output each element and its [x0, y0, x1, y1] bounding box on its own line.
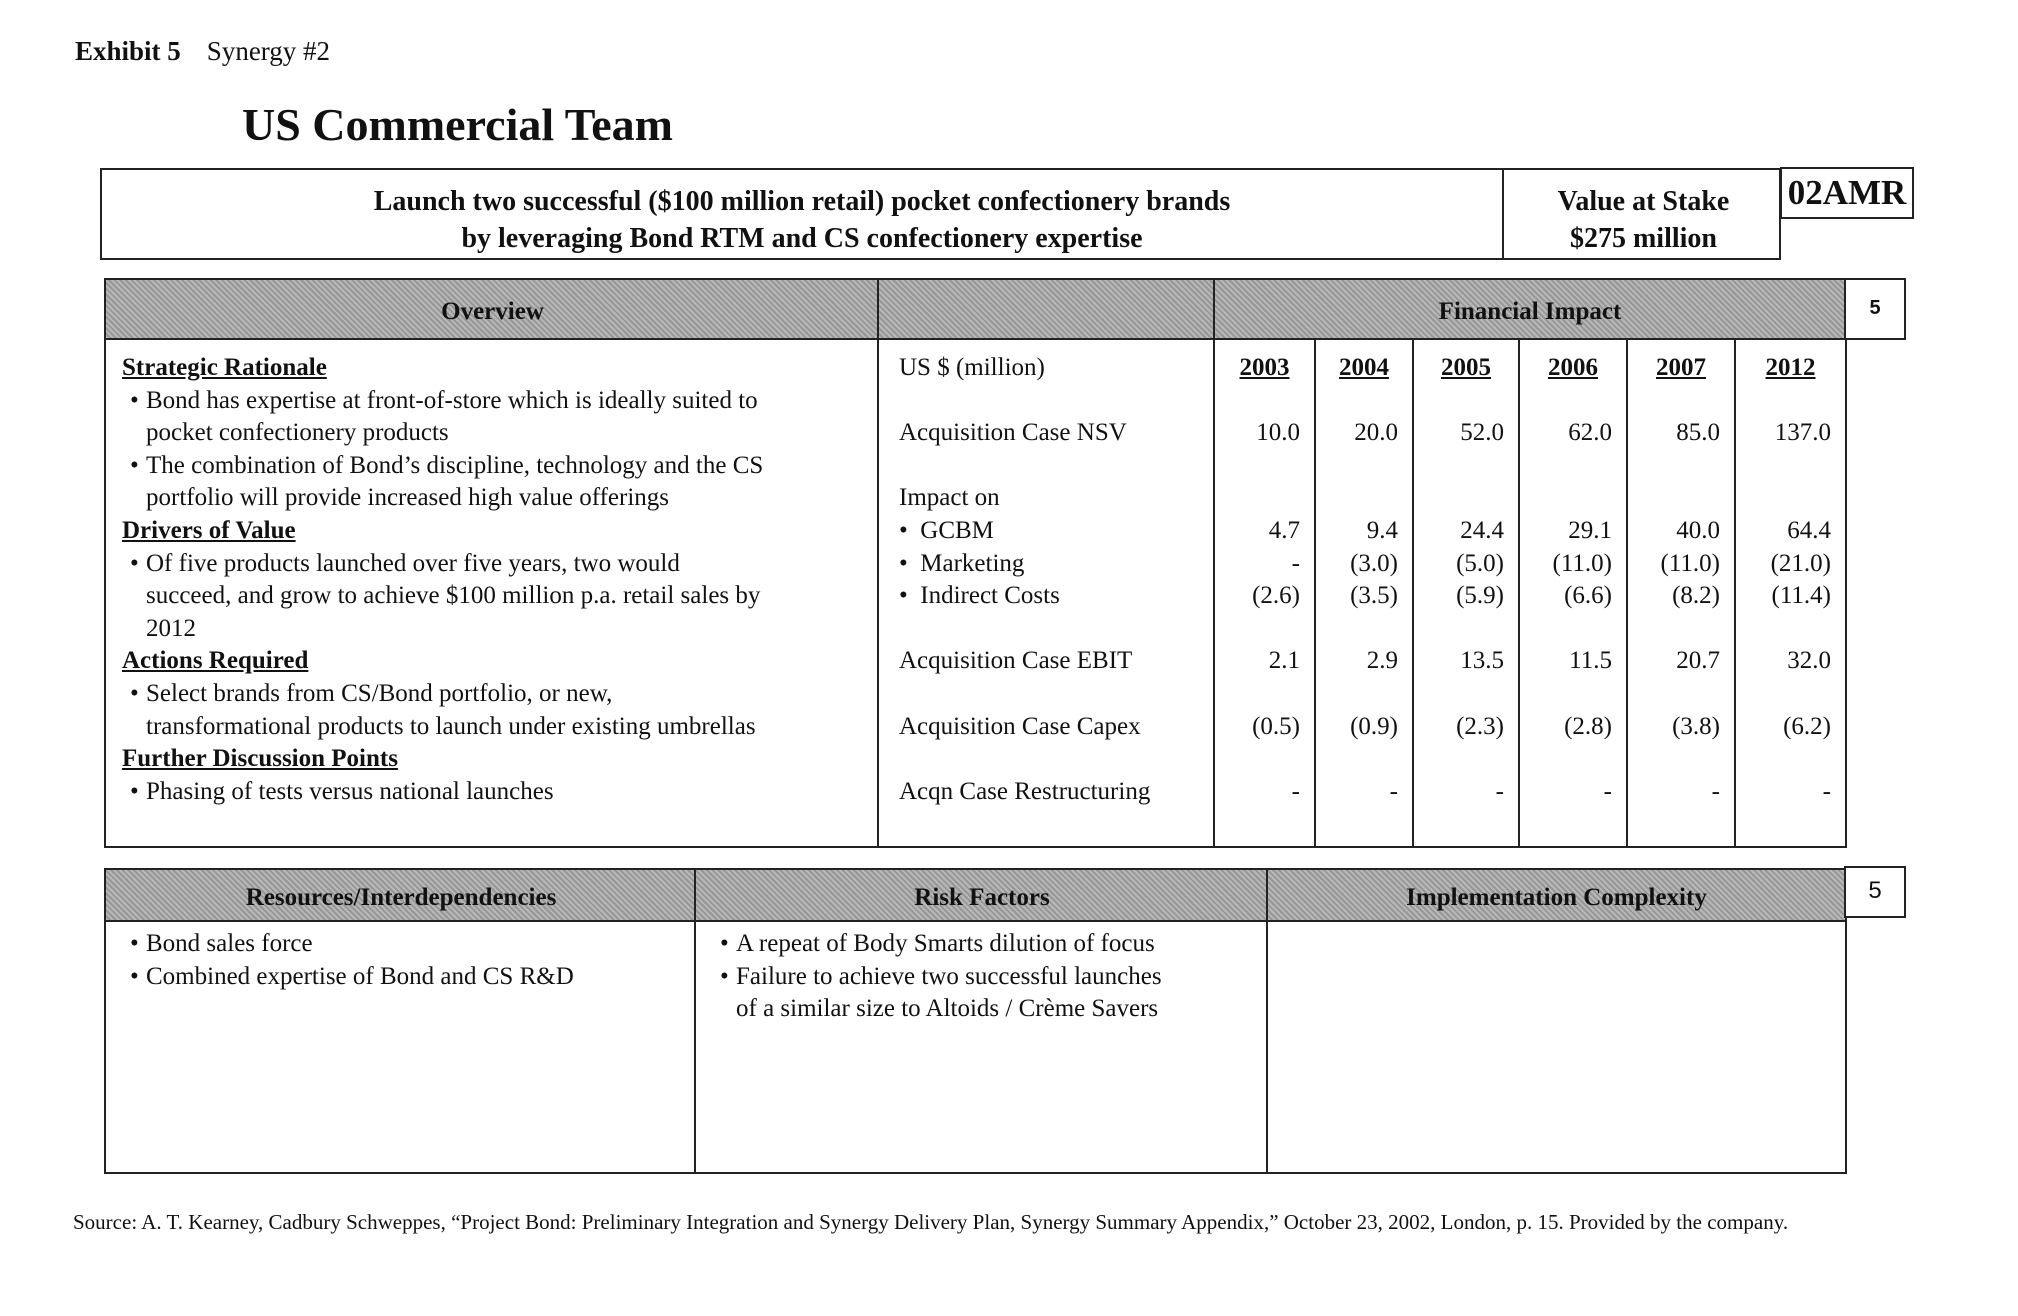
list-item: • The combination of Bond’s discipline, technology and the CS portfolio will provide increased high value offerings: [122, 450, 882, 515]
row-label-marketing: • Marketing: [899, 549, 1025, 577]
row-label-gcbm: • GCBM: [899, 516, 994, 544]
drivers-of-value-heading: Drivers of Value: [122, 516, 296, 544]
value-cell: 52.0: [1460, 419, 1504, 447]
value-cell: (6.6): [1564, 582, 1612, 610]
resources-list: [122, 928, 682, 993]
year-column: [1520, 352, 1626, 808]
strategic-rationale-heading: Strategic Rationale: [122, 354, 327, 381]
column-divider: [1266, 870, 1268, 1172]
value-at-stake: [1504, 170, 1783, 258]
year-column: [1215, 352, 1314, 808]
year-header: 2005: [1441, 354, 1491, 381]
list-item: • Of five products launched over five years, two would succeed, and grow to achieve $100 million p.a. retail sales by 2012: [122, 548, 882, 646]
overview-header: Overview: [106, 280, 879, 340]
synergy-code: 02AMR: [1780, 167, 1914, 219]
value-cell: (5.0): [1456, 549, 1504, 577]
list-item: • Bond has expertise at front-of-store which is ideally suited to pocket confectionery products: [122, 385, 882, 450]
value-cell: 4.7: [1268, 516, 1300, 544]
value-cell: 2.9: [1366, 647, 1398, 675]
source-note: Source: A. T. Kearney, Cadbury Schweppes, “Project Bond: Preliminary Integration and Synergy Delivery Plan, Synergy Summary Appendix,” October 23, 2002, London, p. 15. Provided by the company.: [73, 1210, 1789, 1234]
value-cell: -: [1711, 777, 1720, 805]
value-cell: (8.2): [1672, 582, 1720, 610]
value-cell: (2.3): [1456, 712, 1504, 740]
implementation-score-badge: 5: [1844, 866, 1906, 918]
value-cell: 64.4: [1787, 516, 1831, 544]
implementation-complexity-header: Implementation Complexity: [1268, 870, 1845, 922]
year-header: 2006: [1548, 354, 1598, 381]
year-header: 2003: [1239, 354, 1290, 381]
value-cell: (5.9): [1456, 582, 1504, 610]
goal-line-1: Launch two successful ($100 million retail) pocket confectionery brands: [373, 186, 1231, 217]
value-cell: (21.0): [1770, 549, 1831, 577]
actions-required-heading: Actions Required: [122, 647, 309, 675]
unit-label: US $ (million): [899, 354, 1045, 381]
value-cell: (0.5): [1252, 712, 1300, 740]
value-cell: -: [1291, 549, 1300, 577]
value-cell: 137.0: [1774, 419, 1831, 447]
value-cell: 32.0: [1787, 647, 1831, 675]
value-cell: 2.1: [1268, 647, 1300, 675]
financial-row-labels: [899, 352, 1229, 808]
row-label-capex: Acquisition Case Capex: [899, 712, 1141, 740]
value-cell: (11.0): [1552, 549, 1612, 577]
year-header: 2007: [1656, 354, 1706, 381]
resources-header: Resources/Interdependencies: [106, 870, 696, 922]
exhibit-number: Exhibit 5: [75, 36, 181, 66]
list-item: • A repeat of Body Smarts dilution of focus: [712, 928, 1262, 961]
year-column: [1736, 352, 1845, 808]
value-cell: (2.6): [1252, 582, 1300, 610]
value-cell: -: [1495, 777, 1504, 805]
financial-score-badge: 5: [1844, 278, 1906, 340]
value-cell: 9.4: [1366, 516, 1398, 544]
main-panel: [104, 278, 1847, 848]
financial-impact-header: Financial Impact: [1215, 280, 1845, 340]
row-label-restructuring: Acqn Case Restructuring: [899, 777, 1151, 805]
value-cell: (3.5): [1350, 582, 1398, 610]
year-header: 2012: [1765, 354, 1816, 381]
value-at-stake-label: Value at Stake: [1557, 186, 1730, 217]
overview-content: [122, 352, 882, 808]
row-label-nsv: Acquisition Case NSV: [899, 419, 1127, 447]
goal-statement: [102, 170, 1502, 258]
risk-factors-header: Risk Factors: [696, 870, 1268, 922]
risk-factors-list: [712, 928, 1262, 1026]
year-column: [1414, 352, 1518, 808]
value-cell: (3.8): [1672, 712, 1720, 740]
value-cell: 40.0: [1676, 516, 1720, 544]
year-column: [1316, 352, 1412, 808]
value-cell: 13.5: [1460, 647, 1504, 675]
exhibit-subtitle: Synergy #2: [206, 36, 331, 66]
value-cell: 85.0: [1676, 419, 1720, 447]
column-divider: [694, 870, 696, 1172]
list-item: • Combined expertise of Bond and CS R&D: [122, 961, 682, 994]
value-cell: (2.8): [1564, 712, 1612, 740]
value-cell: -: [1291, 777, 1300, 805]
value-cell: 62.0: [1568, 419, 1612, 447]
bottom-panel: [104, 868, 1847, 1174]
value-cell: (3.0): [1350, 549, 1398, 577]
list-item: • Bond sales force: [122, 928, 682, 961]
row-label-ebit: Acquisition Case EBIT: [899, 647, 1133, 675]
list-item: • Select brands from CS/Bond portfolio, or new, transformational products to launch under existing umbrellas: [122, 678, 882, 743]
value-cell: -: [1603, 777, 1612, 805]
row-label-impact: Impact on: [899, 484, 1000, 512]
goal-box: [100, 168, 1781, 260]
value-cell: 29.1: [1568, 516, 1612, 544]
list-item: • Phasing of tests versus national launches: [122, 776, 882, 809]
value-at-stake-amount: $275 million: [1569, 223, 1717, 254]
value-cell: 11.5: [1569, 647, 1612, 675]
year-column: [1628, 352, 1734, 808]
blank-header: [879, 280, 1215, 340]
value-cell: 20.7: [1676, 647, 1720, 675]
page-title: US Commercial Team: [242, 99, 674, 150]
value-cell: (6.2): [1783, 712, 1831, 740]
further-discussion-heading: Further Discussion Points: [122, 745, 398, 773]
value-cell: -: [1822, 777, 1831, 805]
list-item: • Failure to achieve two successful launches of a similar size to Altoids / Crème Savers: [712, 961, 1262, 1026]
value-cell: 24.4: [1460, 516, 1504, 544]
value-cell: (11.4): [1771, 582, 1831, 610]
value-cell: 10.0: [1256, 419, 1300, 447]
value-cell: (11.0): [1660, 549, 1720, 577]
value-cell: 20.0: [1354, 419, 1398, 447]
value-cell: (0.9): [1350, 712, 1398, 740]
exhibit-label: [75, 36, 330, 67]
year-header: 2004: [1339, 354, 1389, 381]
value-cell: -: [1389, 777, 1398, 805]
row-label-indirect: • Indirect Costs: [899, 582, 1060, 610]
goal-line-2: by leveraging Bond RTM and CS confectionery expertise: [461, 223, 1143, 254]
